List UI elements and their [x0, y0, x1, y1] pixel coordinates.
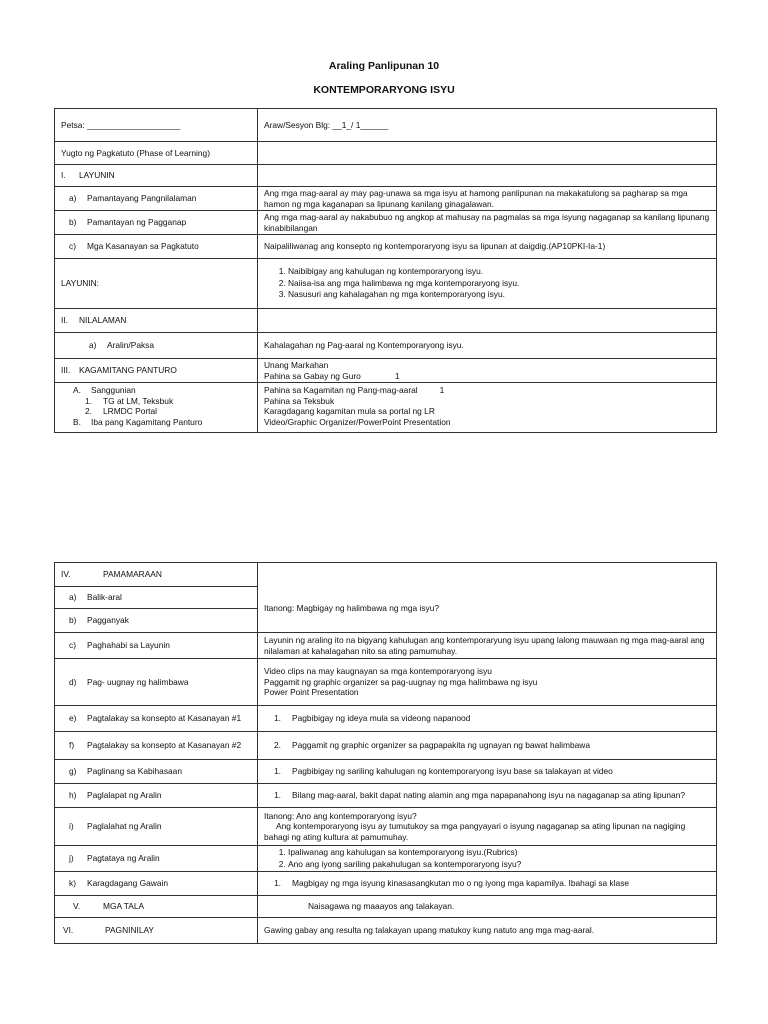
item-letter: b) — [69, 615, 77, 626]
portal-text: Karagdagang kagamitan mula sa portal ng LR — [264, 406, 435, 416]
item-letter: j) — [69, 853, 74, 864]
kasanayan-2-value — [258, 732, 717, 760]
lrmdc-line — [61, 406, 251, 417]
section-label: MGA TALA — [103, 901, 145, 912]
powerpoint-text: Power Point Presentation — [264, 687, 359, 698]
item-letter: k) — [69, 878, 76, 889]
mga-tala-label-cell — [55, 896, 258, 918]
gabay-guro-line — [264, 371, 710, 382]
item-text: Pagbibigay ng ideya mula sa videong napanood — [292, 713, 471, 724]
item-text: Magbigay ng mga isyung kinasasangkutan mo o ng iyong mga kapamilya. Ibahagi sa klase — [292, 878, 630, 889]
layunin-list — [264, 266, 710, 301]
karagdagang-gawain-value — [258, 872, 717, 896]
row-sanggunian — [55, 383, 717, 433]
item-label: Aralin/Paksa — [107, 340, 155, 351]
row-paghahabi — [55, 633, 717, 659]
item-letter: c) — [69, 640, 76, 651]
row-kasanayan-2 — [55, 732, 717, 760]
item-letter: d) — [69, 676, 77, 687]
item-number: 2. — [274, 740, 281, 751]
list-item: 3. Nasusuri ang kahalagahan ng mga kontemporaryong isyu. — [288, 289, 710, 301]
section-label: PAMAMARAAN — [103, 569, 162, 580]
section-label: KAGAMITANG PANTURO — [79, 365, 177, 376]
item-letter: b) — [69, 217, 77, 228]
paglalahat-label-cell — [55, 808, 258, 846]
layunin-section-value — [258, 165, 717, 187]
pagtataya-list — [264, 847, 710, 870]
section-number: I. — [61, 170, 66, 181]
row-aralin — [55, 333, 717, 359]
row-layunin-header — [55, 165, 717, 187]
layunin-section-cell — [55, 165, 258, 187]
kagamitan-mag-aaral-line — [264, 385, 710, 396]
sanggunian-label-cell — [55, 383, 258, 433]
kasanayan-2-label-cell — [55, 732, 258, 760]
item-label: Paglinang sa Kabihasaan — [87, 766, 182, 777]
mga-tala-value: Naisagawa ng maaayos ang talakayan. — [258, 896, 717, 918]
row-pag-uugnay — [55, 659, 717, 706]
row-paglalapat — [55, 784, 717, 808]
pangnilalaman-label-cell — [55, 187, 258, 211]
item-number: 1. — [274, 713, 281, 724]
kasanayan-1-value — [258, 706, 717, 732]
balik-aral-label-cell — [55, 587, 258, 609]
item-label: Paglalapat ng Aralin — [87, 790, 162, 801]
section-label: LAYUNIN — [79, 170, 115, 181]
item-label: Paghahabi sa Layunin — [87, 640, 170, 651]
item-label: Pagtalakay sa konsepto at Kasanayan #2 — [87, 740, 242, 751]
list-item: 2. Ano ang iyong sariling pakahulugan sa kontemporaryong isyu? — [288, 859, 710, 871]
item-label: Iba pang Kagamitang Panturo — [91, 416, 203, 427]
paghahabi-label-cell — [55, 633, 258, 659]
gabay-guro-page: 1 — [394, 370, 400, 381]
sanggunian-value-cell — [258, 383, 717, 433]
section-number: III. — [61, 365, 71, 376]
item-label: TG at LM, Teksbuk — [103, 395, 174, 406]
list-item: 1. Ipaliwanag ang kahulugan sa kontemporaryong isyu.(Rubrics) — [288, 847, 710, 859]
subject-title: Araling Panlipunan 10 — [328, 60, 440, 72]
pagninilay-value: Gawing gabay ang resulta ng talakayan upang matukoy kung natuto ang mga mag-aaral. — [258, 918, 717, 944]
row-pagninilay — [55, 918, 717, 944]
paglinang-value — [258, 760, 717, 784]
pagganap-value: Ang mga mag-aaral ay nakabubuo ng angkop at mahusay na pagmalas sa mga isyung nagaganap sa kanilang lipunang kinabibilangan — [258, 211, 717, 235]
pag-uugnay-value — [258, 659, 717, 706]
row-pamantayan-pagganap — [55, 211, 717, 235]
aralin-value: Kahalagahan ng Pag-aaral ng Kontemporaryong isyu. — [258, 333, 717, 359]
row-kagamitan-header — [55, 359, 717, 383]
item-letter: h) — [69, 790, 77, 801]
row-kasanayan-1 — [55, 706, 717, 732]
item-number: 1. — [274, 766, 281, 777]
iba-line — [61, 417, 251, 428]
topic-title: KONTEMPORARYONG ISYU — [313, 84, 455, 96]
row-petsa — [55, 109, 717, 142]
item-label: Pamantayan ng Pagganap — [87, 217, 187, 228]
kagamitan-section-cell — [55, 359, 258, 383]
item-number: 1. — [274, 878, 281, 889]
paglalapat-label-cell — [55, 784, 258, 808]
item-letter: a) — [69, 592, 77, 603]
video-clips-text: Video clips na may kaugnayan sa mga kontemporaryong isyu — [264, 666, 492, 677]
kahulugan-text: Ang kontemporaryong isyu ay tumutukoy sa mga pangyayari o isyung nagaganap sa ating lipunan na nagiging bahagi ng ating kultura at pamumuhay. — [264, 821, 686, 842]
item-letter: a) — [69, 193, 77, 204]
paglinang-label-cell — [55, 760, 258, 784]
section-number: II. — [61, 315, 68, 326]
araw-cell: Araw/Sesyon Blg: __1_/ 1______ — [258, 109, 717, 142]
karagdagang-gawain-label-cell — [55, 872, 258, 896]
pangnilalaman-value: Ang mga mag-aaral ay may pag-unawa sa mga isyu at hamong panlipunan na makakatulong sa pagharap sa mga hamon ng mga kaganapan sa lipunang kanilang ginagalawan. — [258, 187, 717, 211]
kasanayan-value: Naipaliliwanag ang konsepto ng kontemporaryong isyu sa lipunan at daigdig.(AP10PKI-Ia-1) — [258, 235, 717, 259]
item-letter: f) — [69, 740, 75, 751]
item-label: Pagganyak — [87, 615, 129, 626]
row-layunin-list — [55, 259, 717, 309]
item-label: Paglalahat ng Aralin — [87, 821, 162, 832]
item-letter: g) — [69, 766, 77, 777]
row-paglinang — [55, 760, 717, 784]
pagganap-label-cell — [55, 211, 258, 235]
markahan-text: Unang Markahan — [264, 360, 329, 370]
item-label: Pamantayang Pangnilalaman — [87, 193, 197, 204]
pagganyak-label-cell — [55, 609, 258, 633]
balik-pagganyak-value: Itanong: Magbigay ng halimbawa ng mga isyu? — [258, 563, 717, 633]
item-label: Pagtalakay sa konsepto at Kasanayan #1 — [87, 713, 242, 724]
yugto-value — [258, 142, 717, 165]
row-mga-tala — [55, 896, 717, 918]
item-letter: e) — [69, 713, 77, 724]
item-letter: c) — [69, 241, 76, 252]
row-kasanayan — [55, 235, 717, 259]
item-label: Sanggunian — [91, 385, 136, 395]
item-number: 1. — [274, 790, 281, 801]
section-label: PAGNINILAY — [105, 925, 155, 936]
kagamitan-mag-aaral-page: 1 — [439, 385, 445, 395]
pamamaraan-section-cell — [55, 563, 258, 587]
item-text: Pagbibigay ng sariling kahulugan ng kontemporaryong isyu base sa talakayan at video — [292, 766, 613, 777]
lesson-plan-table-1 — [54, 108, 717, 433]
teksbuk-text: Pahina sa Teksbuk — [264, 395, 335, 406]
section-number: V. — [73, 901, 81, 912]
row-karagdagang-gawain — [55, 872, 717, 896]
item-label: Mga Kasanayan sa Pagkatuto — [87, 241, 199, 252]
paglalahat-value — [258, 808, 717, 846]
paghahabi-value: Layunin ng araling ito na bigyang kahulugan ang kontemporaryung isyu upang lalong mauwaan ng mga mag-aaral ang nilalaman at kahalagahan nito sa ating pamumuhay. — [258, 633, 717, 659]
item-label: Pag- uugnay ng halimbawa — [87, 676, 189, 687]
row-pamantayang-pangnilalaman — [55, 187, 717, 211]
kasanayan-1-label-cell — [55, 706, 258, 732]
pag-uugnay-label-cell — [55, 659, 258, 706]
video-text: Video/Graphic Organizer/PowerPoint Presentation — [264, 416, 451, 427]
item-letter: A. — [73, 385, 81, 395]
paglalapat-value — [258, 784, 717, 808]
item-label: LRMDC Portal — [103, 406, 157, 416]
layunin-label-cell: LAYUNIN: — [55, 259, 258, 309]
row-paglalahat — [55, 808, 717, 846]
lesson-plan-table-2 — [54, 562, 717, 944]
pagninilay-label-cell — [55, 918, 258, 944]
item-text: Paggamit ng graphic organizer sa pagpapakita ng ugnayan ng bawat halimbawa — [292, 740, 590, 751]
row-nilalaman-header — [55, 309, 717, 333]
tg-line — [61, 396, 251, 407]
section-label: NILALAMAN — [79, 315, 127, 326]
kagamitan-section-value — [258, 359, 717, 383]
list-item: 2. Naiisa-isa ang mga halimbawa ng mga kontemporaryong isyu. — [288, 278, 710, 290]
itanong-text: Itanong: Ano ang kontemporaryong isyu? — [264, 810, 417, 821]
yugto-cell: Yugto ng Pagkatuto (Phase of Learning) — [55, 142, 258, 165]
item-text: Bilang mag-aaral, bakit dapat nating alamin ang mga napapanahong isyu na nagaganap sa ating lipunan? — [292, 790, 685, 801]
item-label: Karagdagang Gawain — [87, 878, 169, 889]
item-label: Balik-aral — [87, 592, 122, 603]
petsa-cell: Petsa: ____________________ — [55, 109, 258, 142]
item-number: 1. — [85, 395, 92, 406]
list-item: 1. Naibibigay ang kahulugan ng kontemporaryong isyu. — [288, 266, 710, 278]
item-letter: i) — [69, 821, 74, 832]
row-yugto — [55, 142, 717, 165]
row-pagtataya — [55, 846, 717, 872]
aralin-label-cell — [55, 333, 258, 359]
row-pamamaraan-header — [55, 563, 717, 587]
nilalaman-section-value — [258, 309, 717, 333]
nilalaman-section-cell — [55, 309, 258, 333]
section-number: IV. — [61, 569, 71, 580]
pagtataya-label-cell — [55, 846, 258, 872]
item-number: 2. — [85, 406, 92, 416]
sanggunian-line — [61, 385, 251, 396]
section-number: VI. — [63, 925, 74, 936]
layunin-list-cell — [258, 259, 717, 309]
kasanayan-label-cell — [55, 235, 258, 259]
item-letter: a) — [89, 340, 97, 351]
gabay-guro-text: Pahina sa Gabay ng Guro — [264, 370, 361, 381]
graphic-organizer-text: Paggamit ng graphic organizer sa pag-uugnay ng mga halimbawa ng isyu — [264, 676, 538, 687]
item-label: Pagtataya ng Aralin — [87, 853, 160, 864]
pagtataya-value — [258, 846, 717, 872]
kagamitan-mag-aaral-text: Pahina sa Kagamitan ng Pang-mag-aaral — [264, 385, 418, 395]
item-letter: B. — [73, 416, 81, 427]
